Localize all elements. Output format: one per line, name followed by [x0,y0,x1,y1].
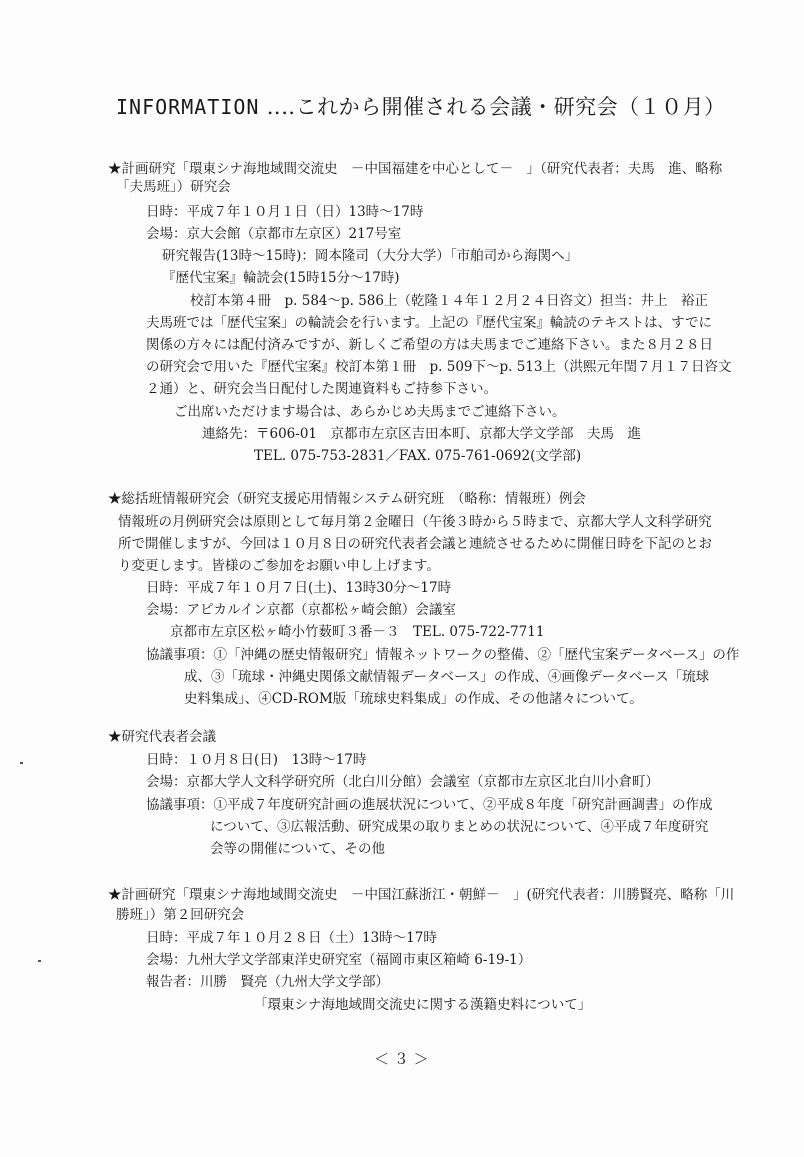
body-line: 夫馬班では「歴代宝案」の輪読会を行います。上記の『歴代宝案』輪読のテキストは、すでに [146,315,713,331]
body-line: 所で開催しますが、今回は１０月８日の研究代表者会議と連続させるために開催日時を下記のとお [118,536,712,552]
text-line: 校訂本第４冊 p. 584～p. 586上（乾隆１４年１２月２４日咨文）担当：井上 裕正 [190,293,708,309]
section-heading: ★計画研究「環東シナ海地域間交流史 －中国江蘇浙江・朝鮮－ 」(研究代表者：川勝賢亮、略称「川 [108,887,735,903]
page-number: ＜ ３ ＞ [374,1050,429,1068]
page-title [116,91,726,121]
agenda-line: 史料集成」、④CD-ROM版「琉球史料集成」の作成、その他諸々について。 [184,691,643,707]
title-english: INFORMATION [116,95,260,119]
body-line: 関係の方々には配付済みですが、新しくご希望の方は夫馬までご連絡下さい。また８月２８日 [146,337,713,353]
body-line: ２通）と、研究会当日配付した関連資料もご持参下さい。 [146,381,497,397]
agenda-line: 協議事項：①平成７年度研究計画の進展状況について、②平成８年度「研究計画調書」の作成 [146,797,713,813]
reading-session-line: 『歴代宝案』輪読会(15時15分～17時) [162,270,400,286]
body-line: ご出席いただけます場合は、あらかじめ夫馬までご連絡下さい。 [174,404,566,420]
date-line: 日時：平成７年１０月１日（日）13時～17時 [146,204,424,220]
body-line: り変更します。皆様のご参加をお願い申し上げます。 [118,558,440,574]
address-line: 京都市左京区松ヶ崎小竹薮町３番－３ TEL. 075-722-7711 [170,624,545,640]
agenda-line: 会等の開催について、その他 [210,841,385,857]
body-line: 情報班の月例研究会は原則として毎月第２金曜日（午後３時から５時まで、京都大学人文科学研究 [118,514,712,530]
agenda-line: 協議事項：①「沖縄の歴史情報研究」情報ネットワークの整備、②「歴代宝案データベース」の作 [146,647,740,663]
body-line: の研究会で用いた『歴代宝案』校訂本第１冊 p. 509下～p. 513上（洪熙元年閏７月１７日咨文 [146,359,732,375]
venue-line: 会場：京大会館（京都市左京区）217号室 [146,226,402,242]
section-heading: ★計画研究「環東シナ海地域間交流史 －中国福建を中心として－ 」（研究代表者：夫馬 進、略称 [108,161,723,177]
section-heading: ★総括班情報研究会（研究支援応用情報システム研究班 （略称：情報班）例会 [108,491,586,507]
report-title-line: 「環東シナ海地域間交流史に関する漢籍史料について」 [254,997,592,1013]
reporter-line: 報告者：川勝 賢亮（九州大学文学部） [146,974,389,990]
title-japanese: ‥‥これから開催される会議・研究会（１０月） [266,95,726,119]
section-heading-cont: 「夫馬班」）研究会 [116,179,231,195]
agenda-line: について、③広報活動、研究成果の取りまとめの状況について、④平成７年度研究 [210,819,709,835]
venue-line: 会場：九州大学文学部東洋史研究室（福岡市東区箱崎 6-19-1） [146,952,532,968]
section-heading: ★研究代表者会議 [108,729,216,745]
scan-speck [20,762,23,764]
venue-line: 会場：アピカルイン京都（京都松ヶ崎会館）会議室 [146,602,456,618]
date-line: 日時：平成７年１０月７日(土)、13時30分～17時 [146,580,452,596]
contact-line: 連絡先：〒606-01 京都市左京区吉田本町、京都大学文学部 夫馬 進 [202,426,642,442]
scan-speck [38,960,41,962]
section-heading-cont: 勝班」）第２回研究会 [116,907,245,923]
date-line: 日時：平成７年１０月２８日（土）13時～17時 [146,930,437,946]
date-line: 日時：１０月８日(日) 13時～17時 [146,752,367,768]
phone-line: TEL. 075-753-2831／FAX. 075-761-0692(文学部) [254,448,582,464]
report-line: 研究報告(13時～15時)：岡本隆司（大分大学）「市舶司から海関へ」 [162,248,579,264]
agenda-line: 成、③「琉球・沖縄史関係文献情報データベース」の作成、④画像データベース「琉球 [184,669,710,685]
venue-line: 会場：京都大学人文科学研究所（北白川分館）会議室（京都市左京区北白川小倉町） [146,774,659,790]
